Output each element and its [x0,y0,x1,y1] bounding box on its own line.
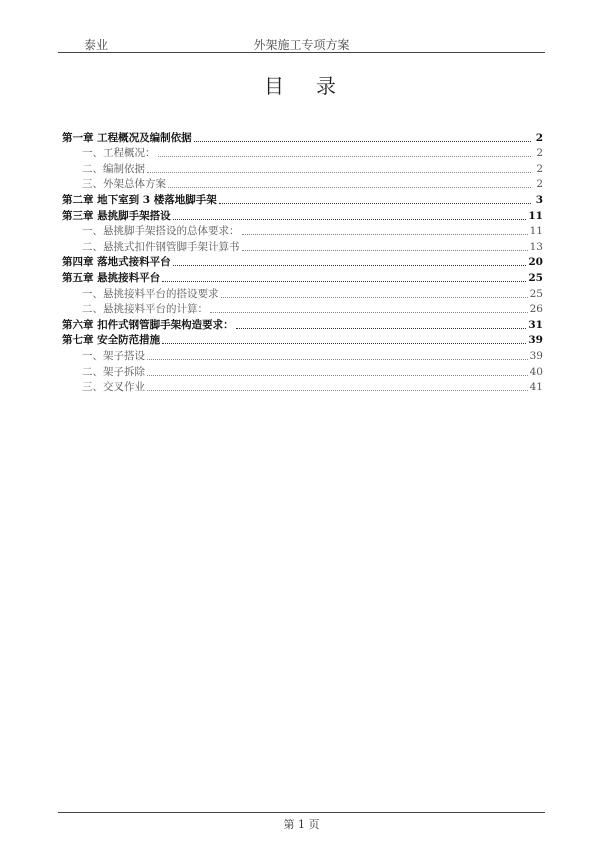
dot-leader [158,155,532,157]
toc-entry-page-number: 39 [529,349,543,362]
dot-leader [221,296,528,298]
toc-section-entry[interactable] [62,176,543,192]
dot-leader [242,249,528,251]
toc-entry-page-number: 3 [535,193,543,206]
toc-entry-label: 二、编制依据 [82,162,145,175]
toc-section-entry[interactable] [62,285,543,301]
toc-section-entry[interactable] [62,363,543,379]
toc-chapter-entry[interactable] [62,129,543,145]
toc-entry-page-number: 26 [529,303,543,316]
toc-entry-label: 第七章 安全防范措施 [62,334,161,347]
toc-entry-page-number: 25 [529,287,543,300]
toc-entry-label: 二、悬挑接料平台的计算： [82,303,208,316]
toc-entry-label: 第二章 地下室到 3 楼落地脚手架 [62,193,217,206]
toc-title: 目录 [264,74,368,98]
toc-entry-page-number: 11 [528,209,543,222]
toc-entry-page-number: 2 [536,178,543,191]
toc-entry-page-number: 39 [528,334,543,347]
dot-leader [162,280,526,282]
dot-leader [147,374,528,376]
toc-section-entry[interactable] [62,238,543,254]
toc-entry-label: 一、架子搭设 [82,349,145,362]
dot-leader [162,342,526,344]
dot-leader [236,327,527,329]
page-number: 第 1 页 [283,818,320,831]
dot-leader [242,233,528,235]
toc-entry-page-number: 20 [528,256,543,269]
toc-chapter-entry[interactable] [62,191,543,207]
dot-leader [194,140,531,142]
toc-entry-page-number: 11 [529,225,543,238]
toc-entry-label: 第五章 悬挑接料平台 [62,271,161,284]
toc-entry-page-number: 31 [528,318,543,331]
dot-leader [173,218,527,220]
toc-entry-label: 一、悬挑脚手架搭设的总体要求： [82,225,240,238]
dot-leader [173,264,527,266]
toc-entry-label: 第四章 落地式接料平台 [62,256,171,269]
toc-entry-page-number: 2 [536,162,543,175]
dot-leader [210,311,528,313]
toc-entry-page-number: 13 [529,240,543,253]
page-footer [58,812,545,832]
toc-entry-label: 三、外架总体方案 [82,178,166,191]
toc-entry-label: 第一章 工程概况及编制依据 [62,131,192,144]
toc-entry-label: 一、工程概况： [82,147,156,160]
toc-chapter-entry[interactable] [62,332,543,348]
toc-entry-page-number: 41 [529,381,543,394]
toc-entry-page-number: 40 [529,365,543,378]
toc-section-entry[interactable] [62,160,543,176]
toc-section-entry[interactable] [62,379,543,395]
toc-section-entry[interactable] [62,145,543,161]
toc-entry-label: 二、架子拆除 [82,365,145,378]
toc-chapter-entry[interactable] [62,207,543,223]
toc-entry-label: 二、悬挑式扣件钢管脚手架计算书 [82,240,240,253]
toc-entry-label: 第三章 悬挑脚手架搭设 [62,209,171,222]
dot-leader [147,389,528,391]
header-company: 泰业 [84,38,109,52]
dot-leader [147,358,528,360]
toc-section-entry[interactable] [62,223,543,239]
toc-chapter-entry[interactable] [62,254,543,270]
toc-entry-page-number: 2 [536,147,543,160]
toc-entry-label: 一、悬挑接料平台的搭设要求 [82,287,219,300]
toc-section-entry[interactable] [62,301,543,317]
table-of-contents [62,129,543,394]
dot-leader [168,186,531,188]
toc-entry-label: 第六章 扣件式钢管脚手架构造要求： [62,318,234,331]
header-document-title: 外架施工专项方案 [253,38,350,52]
page-header [58,34,545,53]
toc-chapter-entry[interactable] [62,269,543,285]
toc-chapter-entry[interactable] [62,316,543,332]
toc-entry-page-number: 2 [535,131,543,144]
dot-leader [219,202,531,204]
toc-entry-page-number: 25 [528,271,543,284]
dot-leader [147,171,531,173]
toc-entry-label: 三、交叉作业 [82,381,145,394]
toc-section-entry[interactable] [62,347,543,363]
